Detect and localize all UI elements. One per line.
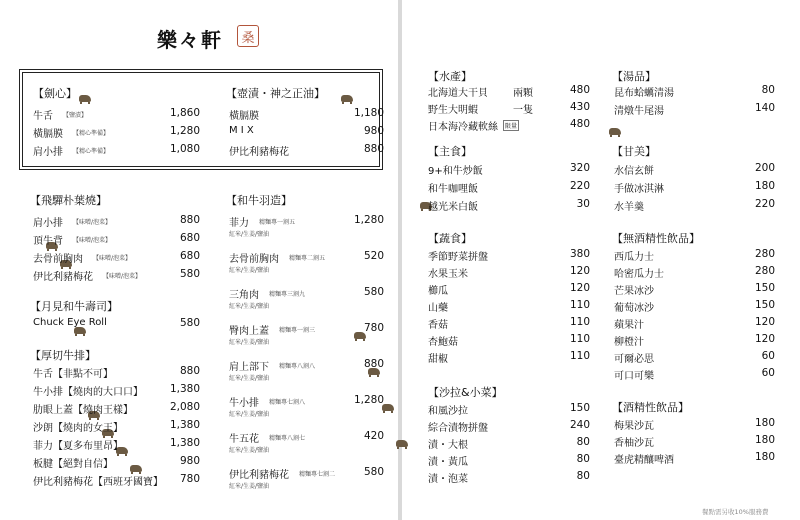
wagyu-beef-icon <box>130 465 142 472</box>
menu-item-price: 880 <box>179 365 200 377</box>
menu-item-name: Chuck Eye Roll <box>33 317 107 328</box>
menu-item-price: 1,860 <box>169 107 200 119</box>
menu-item-name: 水果玉米 <box>428 269 468 280</box>
menu-item-name: 伊比利豬梅花 <box>33 272 93 283</box>
menu-item-price: 880 <box>363 358 384 370</box>
menu-item-name: 伊比利豬梅花【西班牙國寶】 <box>33 477 163 488</box>
menu-item-note: 【味噌/泡菜】 <box>73 237 112 244</box>
menu-item-sub: 紅米/生姜/鹽油 <box>229 411 270 418</box>
menu-item-sub: 紅米/生姜/鹽油 <box>229 303 270 310</box>
menu-item-name: 北海道大干貝 <box>428 88 488 99</box>
menu-item-name: 清燉牛尾湯 <box>614 106 664 117</box>
menu-item-name: 和牛咖哩飯 <box>428 184 478 195</box>
menu-item-name: 哈密瓜力士 <box>614 269 664 280</box>
menu-item-note: 【精心準備】 <box>73 130 110 137</box>
menu-item-note: 【味噌/泡菜】 <box>73 219 112 226</box>
menu-item-name: 伊比利豬梅花 <box>229 147 289 158</box>
menu-item-name: 綜合漬物拼盤 <box>428 423 488 434</box>
menu-item-price: 150 <box>754 282 775 294</box>
menu-item-price: 1,280 <box>169 125 200 137</box>
menu-item-price: 80 <box>576 436 590 448</box>
menu-item-sub: 紅米/生姜/鹽油 <box>229 231 270 238</box>
menu-item-price: 680 <box>179 250 200 262</box>
menu-item-qty: 兩顆 <box>513 88 533 99</box>
menu-item-price: 580 <box>179 317 200 329</box>
menu-item-note: 精麵專七割二 <box>299 471 336 478</box>
menu-item-name: 梅果沙瓦 <box>614 421 654 432</box>
menu-item-price: 180 <box>754 451 775 463</box>
menu-item-price: 180 <box>754 180 775 192</box>
menu-item-price: 2,080 <box>169 401 200 413</box>
menu-item-price: 60 <box>761 367 775 379</box>
menu-item-note: 精麵專一割三 <box>279 327 316 334</box>
menu-item-price: 1,380 <box>169 437 200 449</box>
menu-item-name: 可爾必思 <box>614 354 654 365</box>
menu-item-name: 昆布蛤蠣清湯 <box>614 88 674 99</box>
menu-item-name: 櫛瓜 <box>428 286 448 297</box>
menu-item-price: 1,280 <box>353 214 384 226</box>
menu-item-note: 【味噌/泡菜】 <box>103 273 142 280</box>
menu-item-price: 110 <box>569 350 590 362</box>
wagyu-beef-icon <box>609 128 621 135</box>
menu-item-price: 680 <box>179 232 200 244</box>
menu-item-name: 山藥 <box>428 303 448 314</box>
menu-item-name: 漬・黃瓜 <box>428 457 468 468</box>
menu-item-name: 肩小排 <box>33 147 63 158</box>
menu-item-price: 280 <box>754 265 775 277</box>
section-heading: 【劍心】 <box>33 87 77 100</box>
menu-item-name: 頂牛背 <box>33 236 63 247</box>
menu-item-note: 精麵專一割五 <box>259 219 296 226</box>
service-charge-note: 餐點需另收10%服務費 <box>702 508 769 516</box>
section-heading: 【和牛羽造】 <box>226 194 292 207</box>
menu-item-price: 150 <box>569 402 590 414</box>
menu-item-price: 380 <box>569 248 590 260</box>
menu-item-name: 可口可樂 <box>614 371 654 382</box>
menu-item-price: 880 <box>179 214 200 226</box>
menu-item-price: 110 <box>569 299 590 311</box>
menu-item-name: 蘋果汁 <box>614 320 644 331</box>
wagyu-beef-icon <box>396 440 408 447</box>
menu-item-price: 880 <box>363 143 384 155</box>
section-heading: 【甘美】 <box>612 145 656 158</box>
menu-item-note: 精麵專二割五 <box>289 255 326 262</box>
menu-item-name: 水信玄餅 <box>614 166 654 177</box>
menu-item-qty: 一隻 <box>513 105 533 116</box>
menu-item-name: 季節野菜拼盤 <box>428 252 488 263</box>
section-heading: 【無酒精性飲品】 <box>612 232 700 245</box>
menu-item-price: 110 <box>569 333 590 345</box>
menu-item-note: 【精心準備】 <box>73 148 110 155</box>
menu-item-name: 野生大明蝦 <box>428 105 478 116</box>
menu-item-price: 480 <box>569 118 590 130</box>
section-heading: 【厚切牛排】 <box>30 349 96 362</box>
section-heading: 【主食】 <box>428 145 472 158</box>
menu-item-name: 甜椒 <box>428 354 448 365</box>
menu-item-name: 漬・泡菜 <box>428 474 468 485</box>
menu-item-name: 菲力【夏多布里昂】 <box>33 441 123 452</box>
menu-item-sub: 紅米/生姜/鹽油 <box>229 483 270 490</box>
menu-item-name: 芒果冰沙 <box>614 286 654 297</box>
menu-item-name: 牛五花 <box>229 434 259 445</box>
menu-item-price: 580 <box>363 466 384 478</box>
menu-item-note: 【鹽漬】 <box>63 112 88 119</box>
menu-item-note: 精麵專八割七 <box>269 435 306 442</box>
menu-item-price: 580 <box>363 286 384 298</box>
menu-item-note: 精麵專七割八 <box>269 399 306 406</box>
menu-item-price: 780 <box>179 473 200 485</box>
wagyu-beef-icon <box>74 327 86 334</box>
menu-item-name: 菲力 <box>229 218 249 229</box>
menu-item-price: 30 <box>576 198 590 210</box>
menu-item-price: 780 <box>363 322 384 334</box>
menu-item-name: 牛小排【燒肉的大口口】 <box>33 387 143 398</box>
menu-item-name: 漬・大根 <box>428 440 468 451</box>
wagyu-beef-icon <box>341 95 353 102</box>
menu-item-name: 臺虎精釀啤酒 <box>614 455 674 466</box>
menu-item-name: M I X <box>229 125 254 136</box>
menu-item-price: 320 <box>569 162 590 174</box>
menu-item-name: 橫膈膜 <box>229 111 259 122</box>
menu-item-sub: 紅米/生姜/鹽油 <box>229 267 270 274</box>
menu-item-price: 60 <box>761 350 775 362</box>
menu-item-name: 伊比利豬梅花 <box>229 470 289 481</box>
menu-item-name: 香柚沙瓦 <box>614 438 654 449</box>
menu-item-price: 220 <box>569 180 590 192</box>
menu-item-price: 220 <box>754 198 775 210</box>
menu-item-price: 120 <box>569 282 590 294</box>
section-heading: 【飛驒朴葉燒】 <box>30 194 107 207</box>
menu-item-name: 牛舌 <box>33 111 53 122</box>
menu-item-name: 9+和牛炒飯 <box>428 166 483 177</box>
menu-item-price: 420 <box>363 430 384 442</box>
menu-item-name: 葡萄冰沙 <box>614 303 654 314</box>
menu-item-name: 板腱【絕對自信】 <box>33 459 113 470</box>
menu-item-price: 1,380 <box>169 383 200 395</box>
section-heading: 【水產】 <box>428 70 472 83</box>
menu-item-name: 橫膈膜 <box>33 129 63 140</box>
menu-item-price: 1,180 <box>353 107 384 119</box>
menu-item-price: 80 <box>761 84 775 96</box>
menu-item-price: 140 <box>754 102 775 114</box>
menu-item-name: 沙朗【燒肉的女王】 <box>33 423 123 434</box>
restaurant-title: 樂々軒 <box>157 28 223 52</box>
menu-item-name: 肋眼上蓋【燒肉王樣】 <box>33 405 133 416</box>
menu-item-note: 精麵專三割九 <box>269 291 306 298</box>
menu-item-name: 臀肉上蓋 <box>229 326 269 337</box>
menu-item-name: 牛小排 <box>229 398 259 409</box>
menu-item-price: 80 <box>576 470 590 482</box>
menu-item-price: 80 <box>576 453 590 465</box>
menu-item-price: 1,080 <box>169 143 200 155</box>
menu-item-name: 越光米白飯 <box>428 202 478 213</box>
menu-item-price: 980 <box>363 125 384 137</box>
menu-item-price: 430 <box>569 101 590 113</box>
menu-item-price: 120 <box>569 265 590 277</box>
menu-item-name: 柳橙汁 <box>614 337 644 348</box>
menu-item-name: 香菇 <box>428 320 448 331</box>
limited-badge: 限量 <box>503 120 519 131</box>
menu-item-name: 肩小排 <box>33 218 63 229</box>
menu-item-name: 杏鮑菇 <box>428 337 458 348</box>
menu-item-name: 去骨前胸肉 <box>229 254 279 265</box>
menu-item-price: 150 <box>754 299 775 311</box>
menu-item-name: 和風沙拉 <box>428 406 468 417</box>
menu-item-note: 精麵專八割八 <box>279 363 316 370</box>
menu-item-name: 水羊羹 <box>614 202 644 213</box>
menu-item-name: 手做冰淇淋 <box>614 184 664 195</box>
section-heading: 【蔬食】 <box>428 232 472 245</box>
section-heading: 【壺漬・神之正油】 <box>226 87 325 100</box>
menu-item-price: 580 <box>179 268 200 280</box>
menu-item-price: 1,380 <box>169 419 200 431</box>
section-heading: 【湯品】 <box>612 70 656 83</box>
menu-item-price: 240 <box>569 419 590 431</box>
menu-item-name: 西瓜力士 <box>614 252 654 263</box>
menu-item-price: 480 <box>569 84 590 96</box>
menu-item-price: 120 <box>754 316 775 328</box>
menu-item-price: 980 <box>179 455 200 467</box>
menu-item-name: 肩上部下 <box>229 362 269 373</box>
menu-item-name: 去骨前胸肉 <box>33 254 83 265</box>
menu-item-sub: 紅米/生姜/鹽油 <box>229 375 270 382</box>
menu-item-sub: 紅米/生姜/鹽油 <box>229 339 270 346</box>
menu-item-name: 牛舌【非點不可】 <box>33 369 113 380</box>
menu-item-price: 180 <box>754 417 775 429</box>
menu-item-price: 1,280 <box>353 394 384 406</box>
section-heading: 【月見和牛壽司】 <box>30 300 118 313</box>
menu-item-price: 280 <box>754 248 775 260</box>
wagyu-beef-icon <box>79 95 91 102</box>
menu-item-name: 三角肉 <box>229 290 259 301</box>
section-heading: 【酒精性飲品】 <box>612 401 689 414</box>
restaurant-logo-icon: 桑 <box>237 25 259 47</box>
menu-item-price: 110 <box>569 316 590 328</box>
menu-item-sub: 紅米/生姜/鹽油 <box>229 447 270 454</box>
menu-item-price: 200 <box>754 162 775 174</box>
menu-item-price: 520 <box>363 250 384 262</box>
menu-item-price: 180 <box>754 434 775 446</box>
menu-item-price: 120 <box>754 333 775 345</box>
menu-item-name: 日本海冷藏軟絲 <box>428 122 498 133</box>
section-heading: 【沙拉&小菜】 <box>428 386 503 399</box>
menu-item-note: 【味噌/泡菜】 <box>93 255 132 262</box>
